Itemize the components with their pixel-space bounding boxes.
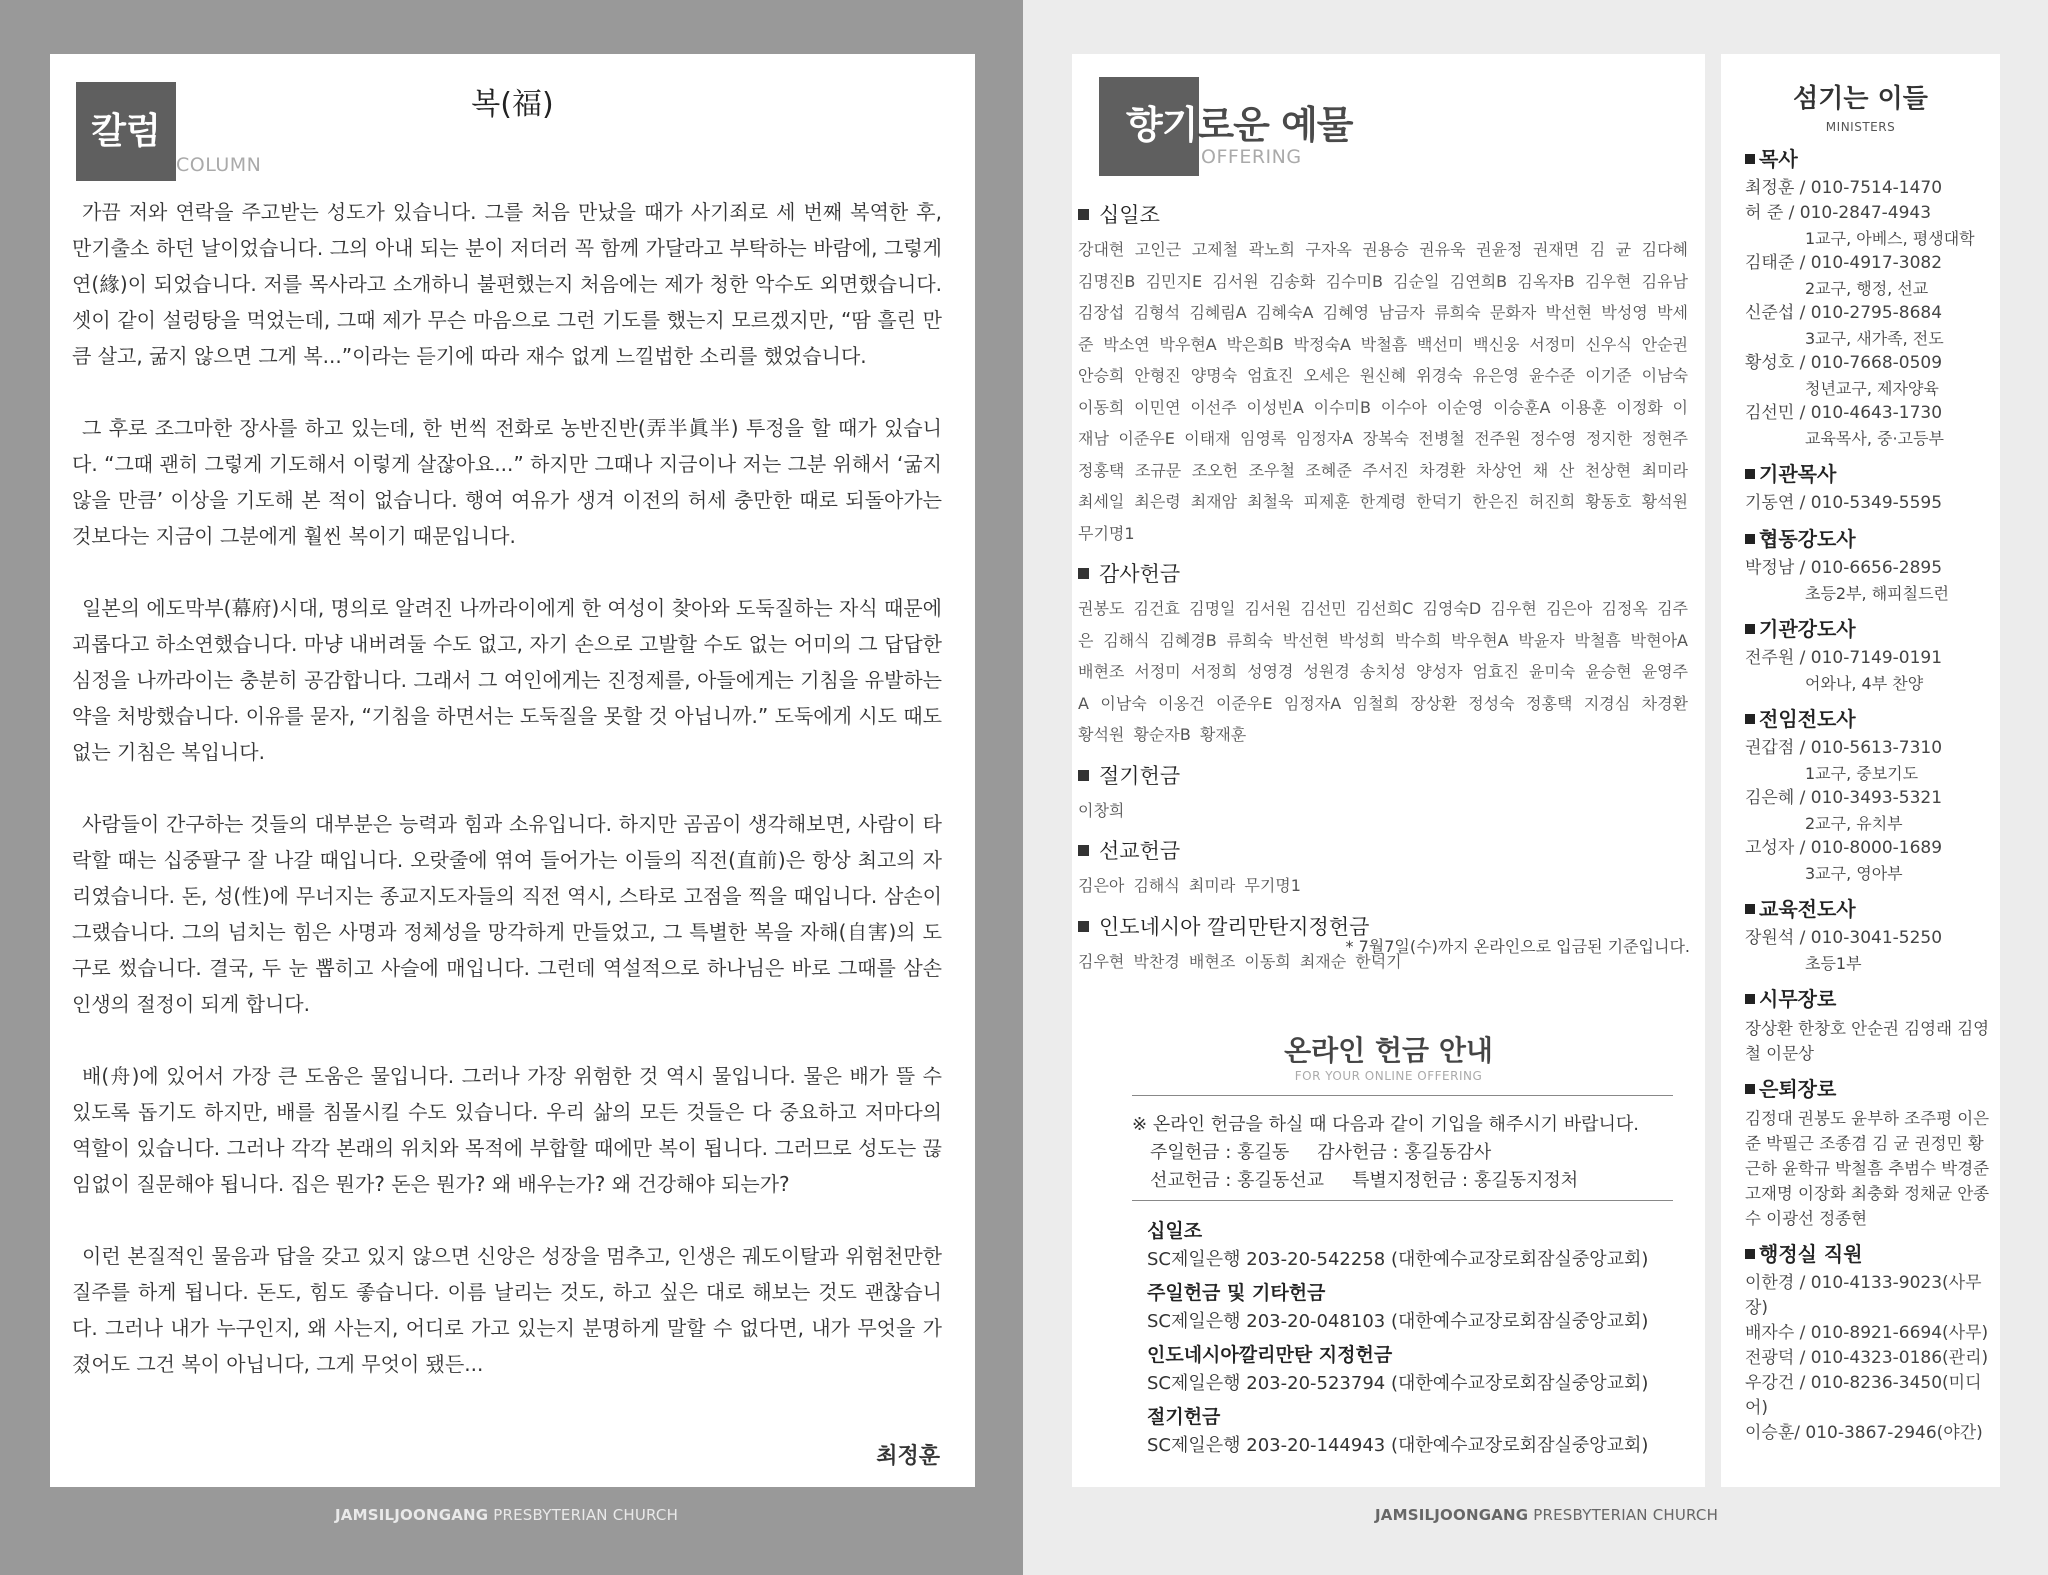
minister-contact: 우강건 / 010-8236-3450(미디어) (1745, 1373, 1982, 1418)
column-paragraph: 사람들이 간구하는 것들의 대부분은 능력과 힘과 소유입니다. 하지만 곰곰이 생각해보면, 사람이 타락할 때는 십중팔구 잘 나갈 때입니다. 오랏줄에 엮여 들어가는 이들의 직전(直前)은 항상 최고의 자리였습니다. 돈, 성(性)에 무너지는 종교지도자들의 직전 역시, 스타로 고점을 찍을 때입니다. 삼손이 그랬습니다. 그의 넘치는 힘은 사명과 정체성을 망각하게 만들었고, 그 특별한 복을 자해(自害)의 도구로 썼습니다. 결국, 두 눈 뽑히고 사슬에 매입니다. 그런데 역설적으로 하나님은 바로 그때를 삼손 인생의 절정이 되게 합니다. (72, 812, 942, 1016)
bank-account-number: SC제일은행 203-20-048103 (대한예수교장로회잠실중앙교회) (1147, 1311, 1649, 1332)
column-paragraph: 배(舟)에 있어서 가장 큰 도움은 물입니다. 그러나 가장 위험한 것 역시 물입니다. 물은 배가 뜰 수 있도록 돕기도 하지만, 배를 침몰시킬 수도 있습니다. 우리 삶의 모든 것들은 다 중요하고 저마다의 역할이 있습니다. 그러나 각각 본래의 위치와 목적에 부합할 때에만 복이 됩니다. 그러므로 성도는 끊임없이 질문해야 됩니다. 집은 뭔가? 돈은 뭔가? 왜 배우는가? 왜 건강해야 되는가? (72, 1064, 942, 1196)
offering-panel (1072, 54, 1705, 1487)
ministers-section (1745, 984, 1993, 1066)
offering-names: 권봉도 김건효 김명일 김서원 김선민 김선희C 김영숙D 김우현 김은아 김정옥 김주은 김해식 김혜경B 류희숙 박선현 박성희 박수희 박우현A 박윤자 박철흠 박현아A 배현조 서정미 서정희 성영경 성원경 송치성 양성자 엄효진 윤미숙 윤승현 윤영주A 이남숙 이옹건 이준우E 임정자A 임철희 장상환 정성숙 정홍택 지경심 차경환 황석원 황순자B 황재훈 (1078, 599, 1688, 744)
bullet-square-icon (1078, 209, 1089, 220)
minister-contact: 전주원 / 010-7149-0191 (1745, 648, 1943, 668)
offering-names: 이창희 (1078, 800, 1125, 820)
ministers-section-label: 행정실 직원 (1759, 1242, 1863, 1266)
offering-section (1078, 200, 1688, 549)
online-offering-title: 온라인 헌금 안내 (1284, 1034, 1493, 1067)
minister-role: 1교구, 중보기도 (1805, 764, 1919, 783)
offering-section-heading (1078, 559, 1688, 589)
minister-contact: 신준섭 / 010-2795-8684 (1745, 303, 1943, 323)
online-guide (1132, 1111, 1639, 1195)
bank-account (1147, 1403, 1648, 1460)
minister-entry (1745, 1346, 1993, 1371)
ministers-list (1745, 144, 1993, 1454)
column-panel (50, 54, 975, 1487)
minister-contact: 고성자 / 010-8000-1689 (1745, 838, 1943, 858)
left-footer: JAMSILJOONGANG PRESBYTERIAN CHURCH (335, 1506, 679, 1524)
minister-contact: 권갑점 / 010-5613-7310 (1745, 738, 1943, 758)
elder-names: 김정대 권봉도 윤부하 조주평 이은준 박필근 조종겸 김 균 권정민 황근하 윤학규 박철흠 추범수 박경준 고재명 이장화 최충화 정채균 안종수 이광선 정종현 (1745, 1109, 1990, 1228)
offering-sub: OFFERING (1201, 146, 1302, 168)
ministers-section-heading (1745, 984, 1993, 1014)
offering-section-heading (1078, 761, 1688, 791)
minister-entry (1745, 1271, 1993, 1321)
bullet-square-icon (1745, 1249, 1755, 1259)
minister-contact: 최정훈 / 010-7514-1470 (1745, 178, 1943, 198)
minister-entry (1745, 176, 1993, 201)
ministers-section (1745, 1239, 1993, 1446)
bank-account-number: SC제일은행 203-20-144943 (대한예수교장로회잠실중앙교회) (1147, 1435, 1649, 1456)
guide-row: 선교헌금 : 홍길동선교 특별지정헌금 : 홍길동지정처 (1150, 1170, 1579, 1191)
ministers-section-label: 교육전도사 (1759, 897, 1856, 921)
minister-contact: 허 준 / 010-2847-4943 (1745, 203, 1932, 223)
offering-names: 김우현 박찬경 배현조 이동희 최재순 한덕기 (1078, 951, 1402, 971)
bullet-square-icon (1745, 154, 1755, 164)
ministers-section (1745, 459, 1993, 516)
minister-contact: 김은혜 / 010-3493-5321 (1745, 788, 1943, 808)
divider (1132, 1095, 1673, 1096)
bullet-square-icon (1745, 714, 1755, 724)
ministers-section (1745, 614, 1993, 696)
minister-entry (1745, 491, 1993, 516)
ministers-section (1745, 1074, 1993, 1231)
minister-contact: 전광덕 / 010-4323-0186(관리) (1745, 1348, 1989, 1368)
offering-section-heading (1078, 836, 1688, 866)
minister-entry (1745, 556, 1993, 606)
minister-entry (1745, 1421, 1993, 1446)
minister-entry (1745, 926, 1993, 976)
bank-account-name: 절기헌금 (1147, 1406, 1221, 1428)
bank-account-number: SC제일은행 203-20-542258 (대한예수교장로회잠실중앙교회) (1147, 1249, 1649, 1270)
minister-contact: 이승훈/ 010-3867-2946(야간) (1745, 1423, 1983, 1443)
bullet-square-icon (1745, 904, 1755, 914)
bullet-square-icon (1078, 770, 1089, 781)
minister-contact: 이한경 / 010-4133-9023(사무장) (1745, 1273, 1982, 1318)
ministers-section-label: 협동강도사 (1759, 527, 1856, 551)
ministers-sub: MINISTERS (1825, 120, 1896, 134)
column-paragraph: 그 후로 조그마한 장사를 하고 있는데, 한 번씩 전화로 농반진반(弄半眞半) 투정을 할 때가 있습니다. “그때 괜히 그렇게 기도해서 이렇게 살잖아요...” 하지만 그때나 지금이나 저는 그분 위해서 ‘굶지 않을 만큼’ 이상을 기도해 본 적이 없습니다. 행여 여유가 생겨 이전의 허세 충만한 때로 되돌아가는 것보다는 지금이 그분에게 훨씬 복이기 때문입니다. (72, 416, 942, 548)
column-title: 복(福) (471, 87, 554, 122)
offering-section-label: 인도네시아 깔리만탄지정헌금 (1099, 914, 1370, 939)
minister-entry (1745, 351, 1993, 401)
ministers-section-label: 시무장로 (1759, 987, 1837, 1011)
ministers-section-heading (1745, 894, 1993, 924)
minister-role: 초등1부 (1805, 954, 1862, 973)
column-paragraph: 일본의 에도막부(幕府)시대, 명의로 알려진 나까라이에게 한 여성이 찾아와 도둑질하는 자식 때문에 괴롭다고 하소연했습니다. 마냥 내버려둘 수도 없고, 자기 손으로 고발할 수도 없는 어미의 그 답답한 심정을 나까라이는 충분히 공감합니다. 그래서 그 여인에게는 진정제를, 아들에게는 기침을 유발하는 약을 처방했습니다. 이유를 묻자, “기침을 하면서는 도둑질을 못할 것 아닙니까.” 도둑에게 시도 때도 없는 기침은 복입니다. (72, 596, 942, 764)
offering-title: 향기로운 예물 (1126, 103, 1353, 147)
minister-contact: 배자수 / 010-8921-6694(사무) (1745, 1323, 1989, 1343)
offering-section (1078, 836, 1688, 902)
ministers-section (1745, 704, 1993, 886)
bullet-square-icon (1745, 1084, 1755, 1094)
minister-role: 교육목사, 중·고등부 (1805, 429, 1944, 448)
bullet-square-icon (1078, 568, 1089, 579)
bullet-square-icon (1745, 994, 1755, 1004)
minister-role: 1교구, 아베스, 평생대학 (1805, 229, 1975, 248)
offering-section-label: 절기헌금 (1099, 763, 1181, 788)
minister-role: 2교구, 유치부 (1805, 814, 1903, 833)
minister-entry (1745, 786, 1993, 836)
bank-account-number: SC제일은행 203-20-523794 (대한예수교장로회잠실중앙교회) (1147, 1373, 1649, 1394)
ministers-section-label: 은퇴장로 (1759, 1077, 1837, 1101)
ministers-section-heading (1745, 614, 1993, 644)
bullet-square-icon (1745, 469, 1755, 479)
offering-section (1078, 559, 1688, 751)
ministers-title: 섬기는 이들 (1793, 84, 1928, 114)
ministers-section-heading (1745, 1074, 1993, 1104)
elder-names: 장상환 한창호 안순권 김영래 김영철 이문상 (1745, 1019, 1990, 1063)
column-body (72, 194, 942, 1418)
minister-contact: 기동연 / 010-5349-5595 (1745, 493, 1943, 513)
right-footer: JAMSILJOONGANG PRESBYTERIAN CHURCH (1375, 1506, 1719, 1524)
minister-contact: 황성호 / 010-7668-0509 (1745, 353, 1943, 373)
bank-account (1147, 1341, 1648, 1398)
ministers-section (1745, 144, 1993, 451)
minister-contact: 김태준 / 010-4917-3082 (1745, 253, 1943, 273)
minister-entry (1745, 251, 1993, 301)
ministers-section-label: 기관강도사 (1759, 617, 1856, 641)
ministers-section-heading (1745, 144, 1993, 174)
minister-role: 어와나, 4부 찬양 (1805, 674, 1924, 693)
offering-note: * 7월7일(수)까지 온라인으로 입금된 기준입니다. (1345, 937, 1690, 956)
minister-entry (1745, 836, 1993, 886)
ministers-panel (1721, 54, 2000, 1487)
column-author: 최정훈 (876, 1444, 940, 1469)
minister-entry (1745, 1371, 1993, 1421)
offering-names: 강대현 고인근 고제철 곽노희 구자옥 권용승 권유욱 권윤정 권재면 김 균 김다혜 김명진B 김민지E 김서원 김송화 김수미B 김순일 김연희B 김옥자B 김우현 김유남 김장섭 김형석 김혜림A 김혜숙A 김혜영 남금자 류희숙 문화자 박선현 박성영 박세준 박소연 박우현A 박은희B 박정숙A 박철흠 백선미 백신웅 서정미 신우식 안순권 안승희 안형진 양명숙 엄효진 오세은 원신혜 위경숙 유은영 윤수준 이기준 이남숙 이동희 이민연 이선주 이성빈A 이수미B 이수아 이순영 이승훈A 이용훈 이정화 이재남 이준우E 이태재 임영록 임정자A 장복숙 전병철 전주원 정수영 정지한 정현주 정홍택 조규문 조오헌 조우철 조혜준 주서진 차경환 차상언 채 산 천상현 최미라 최세일 최은령 최재암 최철욱 피제훈 한계령 한덕기 한은진 허진희 황동호 황석원 무기명1 (1078, 240, 1688, 543)
bank-account (1147, 1217, 1648, 1274)
minister-contact: 장원석 / 010-3041-5250 (1745, 928, 1943, 948)
minister-entry (1745, 401, 1993, 451)
offering-section-label: 십일조 (1099, 203, 1160, 227)
ministers-section (1745, 894, 1993, 976)
column-tag: 칼럼 (76, 82, 176, 181)
bullet-square-icon (1078, 845, 1089, 856)
guide-row: 주일헌금 : 홍길동 감사헌금 : 홍길동감사 (1150, 1142, 1492, 1163)
column-paragraph: 가끔 저와 연락을 주고받는 성도가 있습니다. 그를 처음 만났을 때가 사기죄로 세 번째 복역한 후, 만기출소 하던 날이었습니다. 그의 아내 되는 분이 저더러 꼭 함께 가달라고 부탁하는 바람에, 그렇게 연(緣)이 되었습니다. 저를 목사라고 소개하니 불편했는지 처음에는 제가 청한 악수도 외면했습니다. 셋이 같이 설렁탕을 먹었는데, 그때 제가 무슨 마음으로 그런 기도를 했는지 모르겠지만, “땀 흘린 만큼 살고, 굶지 않으면 그게 복...”이라는 듣기에 따라 재수 없게 느낄법한 소리를 했었습니다. (72, 200, 942, 368)
offering-section-heading (1078, 200, 1688, 230)
minister-entry (1745, 736, 1993, 786)
offering-section (1078, 761, 1688, 827)
offering-section-label: 감사헌금 (1099, 562, 1181, 586)
minister-entry (1745, 646, 1993, 696)
bank-account-name: 십일조 (1147, 1220, 1203, 1242)
bank-account-name: 인도네시아깔리만탄 지정헌금 (1147, 1344, 1393, 1366)
bullet-square-icon (1745, 624, 1755, 634)
minister-entry (1745, 1321, 1993, 1346)
ministers-section-heading (1745, 524, 1993, 554)
offering-section-label: 선교헌금 (1099, 839, 1181, 863)
column-paragraph: 이런 본질적인 물음과 답을 갖고 있지 않으면 신앙은 성장을 멈추고, 인생은 궤도이탈과 위험천만한 질주를 하게 됩니다. 돈도, 힘도 좋습니다. 이름 날리는 것도, 하고 싶은 대로 해보는 것도 괜찮습니다. 그러나 내가 누구인지, 왜 사는지, 어디로 가고 있는지 분명하게 말할 수 없다면, 내가 무엇을 가졌어도 그건 복이 아닙니다, 그게 무엇이 됐든... (72, 1244, 942, 1376)
bank-accounts (1147, 1217, 1648, 1465)
ministers-section-heading (1745, 1239, 1993, 1269)
ministers-section-label: 전임전도사 (1759, 707, 1856, 731)
bullet-square-icon (1078, 921, 1089, 932)
offering-names: 김은아 김해식 최미라 무기명1 (1078, 876, 1301, 895)
minister-contact: 박정남 / 010-6656-2895 (1745, 558, 1943, 578)
minister-entry (1745, 301, 1993, 351)
bullet-square-icon (1745, 534, 1755, 544)
minister-role: 3교구, 새가족, 전도 (1805, 329, 1944, 348)
divider (1132, 1200, 1673, 1201)
ministers-section-heading (1745, 459, 1993, 489)
bank-account (1147, 1279, 1648, 1336)
ministers-section-heading (1745, 704, 1993, 734)
minister-role: 3교구, 영아부 (1805, 864, 1903, 883)
online-offering-sub: FOR YOUR ONLINE OFFERING (1294, 1069, 1483, 1083)
minister-role: 2교구, 행정, 선교 (1805, 279, 1929, 298)
offering-sections (1078, 200, 1688, 987)
ministers-section-label: 목사 (1759, 147, 1798, 171)
online-guide-text: ※ 온라인 헌금을 하실 때 다음과 같이 기입을 해주시기 바랍니다. (1132, 1114, 1639, 1135)
minister-contact: 김선민 / 010-4643-1730 (1745, 403, 1943, 423)
bank-account-name: 주일헌금 및 기타헌금 (1147, 1282, 1326, 1304)
column-tag-sub: COLUMN (176, 154, 262, 176)
ministers-section (1745, 524, 1993, 606)
minister-role: 초등2부, 해피칠드런 (1805, 584, 1949, 603)
minister-role: 청년교구, 제자양육 (1805, 379, 1939, 398)
ministers-section-label: 기관목사 (1759, 462, 1837, 486)
minister-entry (1745, 201, 1993, 251)
